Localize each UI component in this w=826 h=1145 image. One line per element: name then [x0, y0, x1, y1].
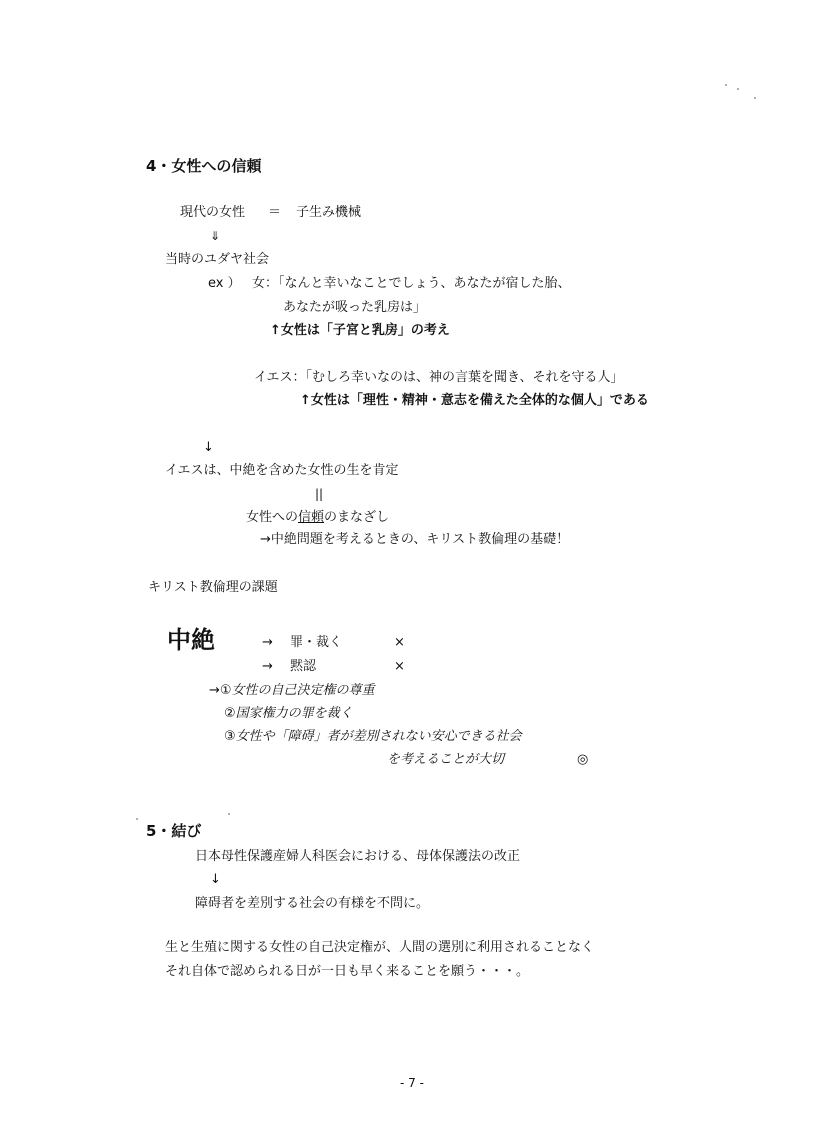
closing-line-2: それ自体で認められる日が一日も早く来ることを願う・・・。 — [165, 964, 530, 979]
double-circle-mark: ◎ — [577, 752, 589, 767]
conclusion-down-arrow-icon: ↓ — [210, 872, 221, 887]
point-2: ②国家権力の罪を裁く — [224, 706, 353, 721]
scan-speck — [228, 813, 230, 815]
abortion-label: 中絶 — [167, 626, 215, 654]
section-5-heading: 5・結び — [146, 822, 202, 840]
gaze-prefix: 女性への — [246, 510, 299, 525]
scan-speck — [725, 84, 727, 86]
ex-marker: ex ） — [208, 276, 241, 291]
ethics-title: キリスト教倫理の課題 — [148, 580, 278, 595]
arrow-1: → — [262, 635, 273, 650]
trust-word: 信頼 — [298, 510, 325, 525]
jesus-note: ↑女性は「理性・精神・意志を備えた全体的な個人」である — [300, 393, 649, 408]
woman-quote-line-2: あなたが吸った乳房は」 — [283, 300, 427, 315]
scan-speck — [136, 818, 138, 820]
point-3: ③女性や「障碍」者が差別されない安心できる社会 — [224, 729, 522, 744]
modern-woman-label: 現代の女性 — [180, 205, 246, 220]
point-1: →①女性の自己決定権の尊重 — [209, 683, 375, 698]
foundation-line: →中絶問題を考えるときの、キリスト教倫理の基礎！ — [260, 532, 570, 547]
down-arrow-icon: ↓ — [203, 440, 214, 455]
equals-sign: ＝ — [268, 205, 282, 220]
conclusion-line-2: 障碍者を差別する社会の有様を不問に。 — [195, 896, 430, 911]
page-number: - 7 - — [400, 1076, 424, 1090]
affirm-line: イエスは、中絶を含めた女性の生を肯定 — [165, 463, 399, 478]
closing-line-1: 生と生殖に関する女性の自己決定権が、人間の選別に利用されることなく — [165, 940, 595, 955]
point-3-continued: を考えることが大切 — [387, 752, 505, 767]
jesus-quote: イエス：「むしろ幸いなのは、神の言葉を聞き、それを守る人」 — [254, 370, 624, 385]
conclusion-line-1: 日本母性保護産婦人科医会における、母体保護法の改正 — [195, 849, 521, 864]
scan-speck — [737, 88, 739, 90]
arrow-2: → — [262, 659, 273, 674]
item-sin-judge: 罪・裁く — [290, 635, 343, 650]
woman-quote-line-1: 女：「なんと幸いなことでしょう、あなたが宿した胎、 — [252, 276, 571, 291]
birth-machine-label: 子生み機械 — [296, 205, 362, 220]
scan-speck — [754, 97, 756, 99]
jewish-society-label: 当時のユダヤ社会 — [165, 252, 270, 267]
double-down-arrow-icon: ⇓ — [210, 229, 221, 243]
section-4-heading: 4・女性への信頼 — [146, 157, 262, 175]
gaze-line — [246, 511, 389, 524]
woman-note: ↑女性は「子宮と乳房」の考え — [270, 323, 450, 338]
parallel-mark: || — [315, 487, 324, 501]
cross-mark-2: × — [394, 659, 405, 674]
gaze-suffix: のまなざし — [324, 510, 390, 525]
item-tacit-approval: 黙認 — [290, 659, 317, 674]
cross-mark-1: × — [394, 635, 405, 650]
